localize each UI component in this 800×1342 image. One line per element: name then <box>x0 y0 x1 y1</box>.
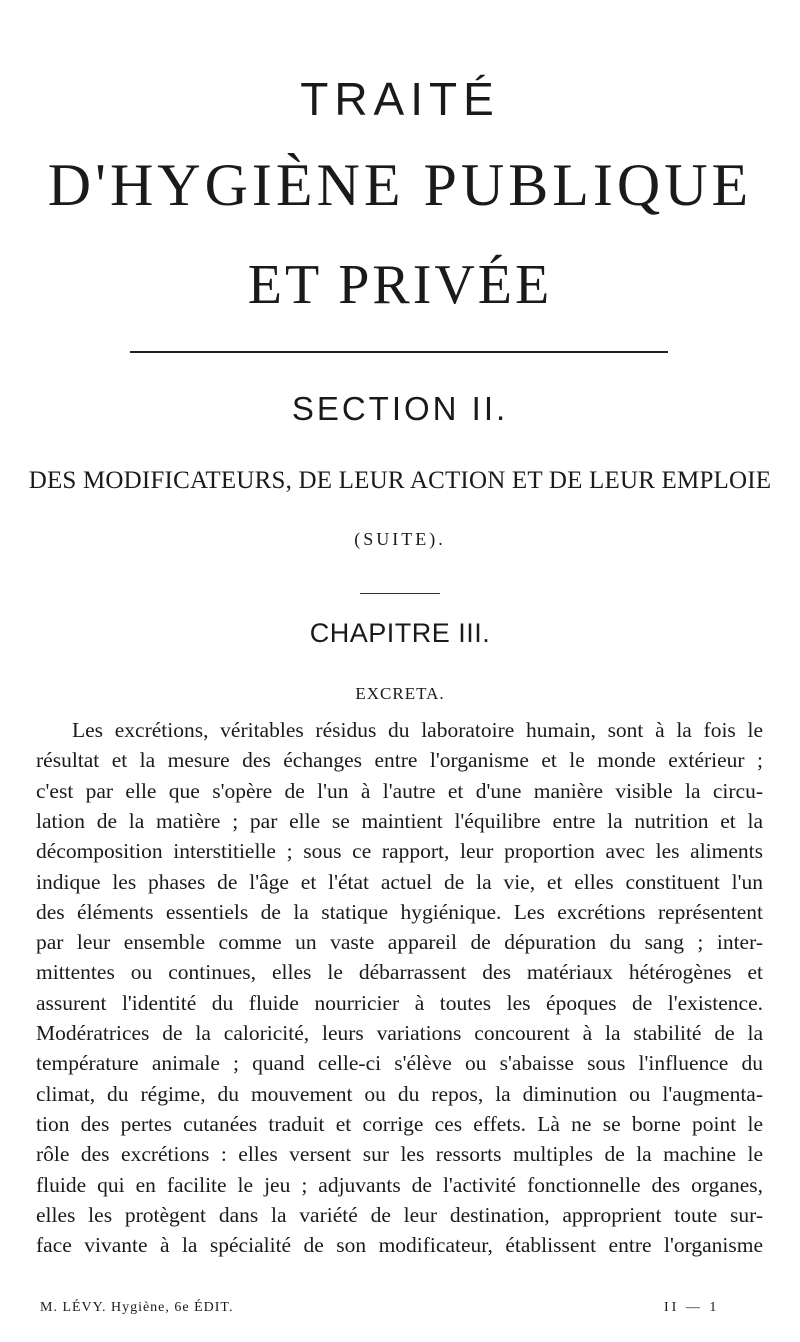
section-continuation: (SUITE). <box>354 529 446 549</box>
chapter-heading: CHAPITRE III. <box>309 618 491 648</box>
section-subtitle: DES MODIFICATEURS, DE LEUR ACTION ET DE LEUR EMPLOIE <box>28 467 772 494</box>
body-text-line: indique les phases de l'âge et l'état actuel de la vie, et elles constituent l'un <box>36 869 763 894</box>
section-heading: SECTION II. <box>291 390 509 427</box>
footer-signature: M. LÉVY. Hygiène, 6e ÉDIT. <box>40 1300 234 1315</box>
body-text-line: tion des pertes cutanées traduit et corrige ces effets. Là ne se borne point le <box>36 1111 763 1136</box>
body-text-line: décomposition interstitielle ; sous ce rapport, leur proportion avec les aliments <box>36 839 763 864</box>
body-text-line: résultat et la mesure des échanges entre l'organisme et le monde extérieur ; <box>36 748 763 773</box>
body-text-line: rôle des excrétions : elles versent sur les ressorts multiples de la machine le <box>36 1142 763 1167</box>
body-text-line: elles les protègent dans la variété de leur destination, approprient toute sur- <box>36 1202 763 1227</box>
title-line-et-privee: ET PRIVÉE <box>247 254 553 316</box>
body-text-line: c'est par elle que s'opère de l'un à l'autre et d'une manière visible la circu- <box>36 778 763 803</box>
title-line-hygiene-publique: D'HYGIÈNE PUBLIQUE <box>47 152 753 218</box>
body-text-line: mittentes ou continues, elles le débarrassent des matériaux hétérogènes et <box>36 960 763 985</box>
chapter-divider-rule <box>360 593 440 594</box>
title-line-traite: TRAITÉ <box>300 73 500 125</box>
body-text-line: lation de la matière ; par elle se maintient l'équilibre entre la nutrition et la <box>36 808 763 833</box>
title-divider-rule <box>130 351 668 353</box>
body-text-line: des éléments essentiels de la statique hygiénique. Les excrétions représentent <box>36 899 763 924</box>
body-text-line: face vivante à la spécialité de son modificateur, établissent entre l'organisme <box>36 1233 763 1258</box>
body-text-line: climat, du régime, du mouvement ou du repos, la diminution ou l'augmenta- <box>36 1081 763 1106</box>
body-text-line: Les excrétions, véritables résidus du laboratoire humain, sont à la fois le <box>72 718 763 742</box>
body-text-line: fluide qui en facilite le jeu ; adjuvants de l'activité fonctionnelle des organes, <box>36 1172 763 1197</box>
body-text-line: Modératrices de la caloricité, leurs variations concourent à la stabilité de la <box>36 1021 763 1045</box>
footer-sheet-mark: II — 1 <box>664 1300 720 1315</box>
body-text-line: température animale ; quand celle-ci s'élève ou s'abaisse sous l'influence du <box>36 1051 763 1076</box>
chapter-rubric: EXCRETA. <box>355 684 445 703</box>
body-text-line: par leur ensemble comme un vaste appareil de dépuration du sang ; inter- <box>36 930 763 955</box>
body-text-line: assurent l'identité du fluide nourricier à toutes les époques de l'existence. <box>36 990 763 1015</box>
